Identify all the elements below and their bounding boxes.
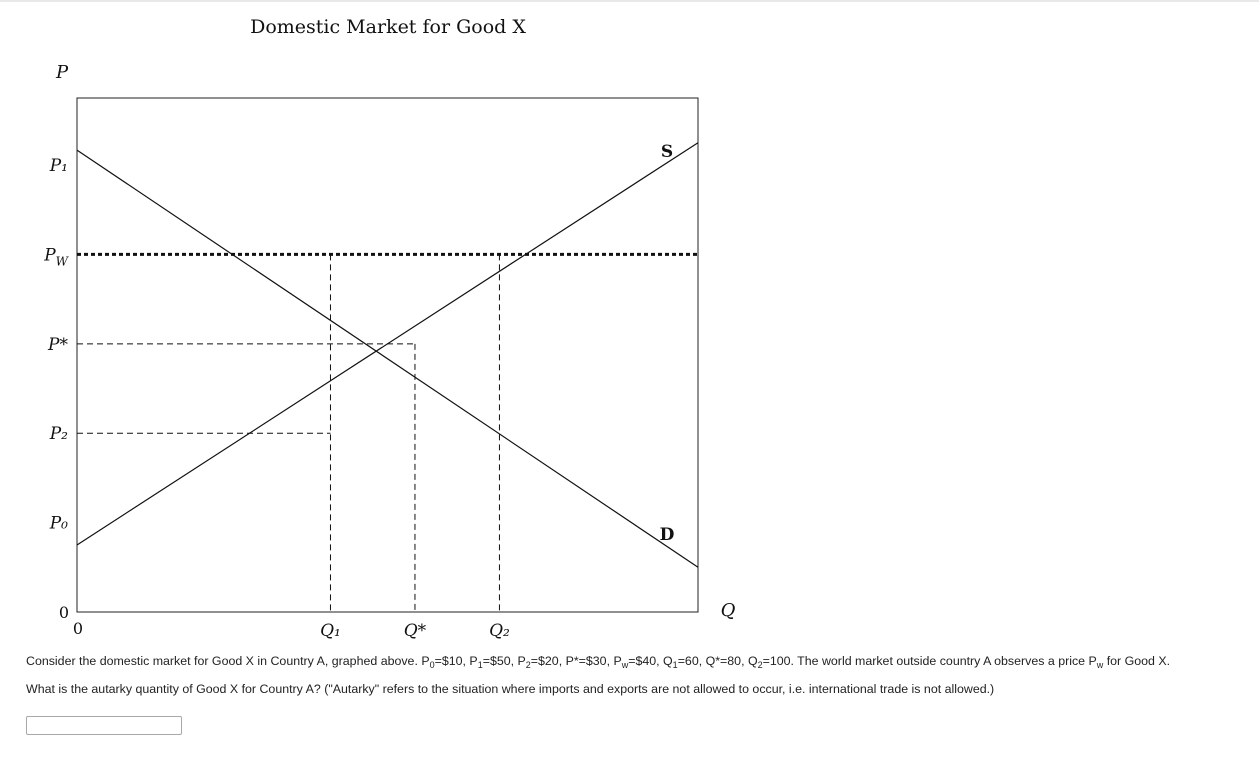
price-label-3: P₂ (49, 424, 68, 445)
series-line-D (77, 150, 698, 567)
series-label-S: S (660, 142, 674, 162)
quantity-label-0: Q₁ (320, 621, 341, 641)
price-label-1: $P_W$ (44, 245, 68, 269)
question-prompt: What is the autarky quantity of Good X for Country A? ("Autarky" refers to the situation where imports and exports are not allowed to occur, i.e. international trade is not allowed.) (26, 682, 995, 696)
quantity-label-1: Q* (403, 621, 427, 641)
plot-frame (77, 98, 698, 612)
origin-x-label: 0 (72, 619, 84, 638)
question-block (26, 654, 1256, 696)
chart-title: Domestic Market for Good X (250, 16, 526, 38)
series-label-D: D (659, 525, 675, 545)
x-axis-label: Q (720, 600, 736, 621)
answer-input[interactable] (26, 716, 182, 735)
quantity-label-2: Q₂ (489, 621, 510, 641)
price-label-4: P₀ (49, 513, 68, 534)
price-label-0: P₁ (49, 156, 68, 177)
price-label-2: P* (48, 334, 68, 355)
y-axis-label: P (55, 62, 69, 83)
origin-y-label: 0 (58, 603, 70, 622)
question-context: Consider the domestic market for Good X in Country A, graphed above. $P_0=\$10$, $P_1=\$50$, $P_2=\$20$, P*=$30, $P_w=\$40$, $Q_1=60$, Q*=80, $Q_2=100$. The world market outside country A observes a price $P_w$ for Good X. (26, 654, 1171, 670)
